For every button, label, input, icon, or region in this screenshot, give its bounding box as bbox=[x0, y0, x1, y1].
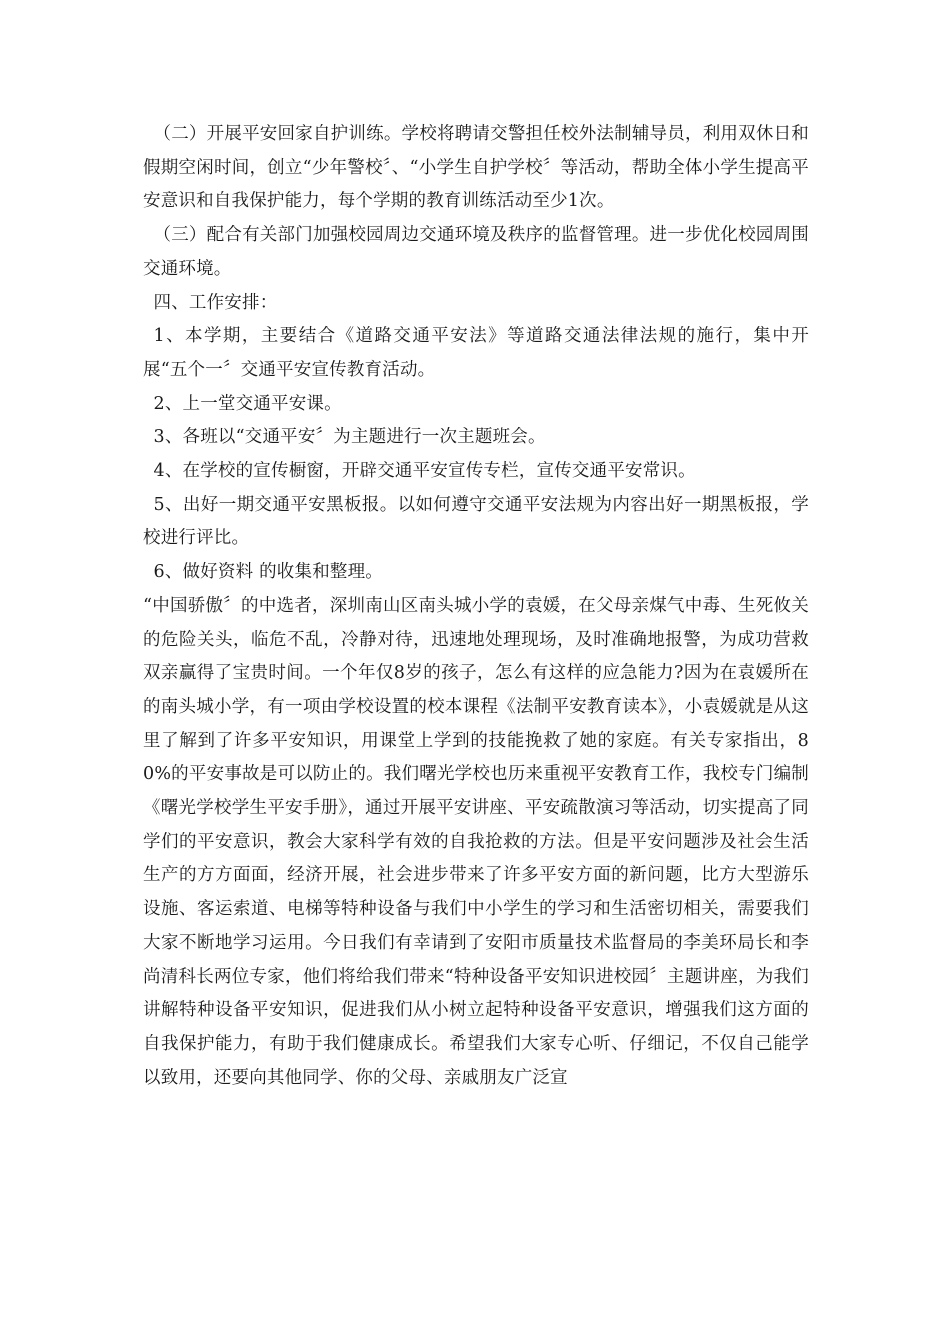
list-item-1: 1、本学期，主要结合《道路交通平安法》等道路交通法律法规的施行，集中开展“五个一〞交通平安宣传教育活动。 bbox=[143, 326, 809, 380]
list-item-6: 6、做好资料 的收集和整理。 bbox=[153, 562, 383, 583]
section-heading-work-arrangement: 四、工作安排： bbox=[153, 292, 278, 313]
list-item-4: 4、在学校的宣传橱窗，开辟交通平安宣传专栏，宣传交通平安常识。 bbox=[153, 461, 696, 482]
paragraph-self-protection-training: （二）开展平安回家自护训练。学校将聘请交警担任校外法制辅导员，利用双休日和假期空闲时间，创立“少年警校〞、“小学生自护学校〞等活动，帮助全体小学生提高平安意识和自我保护能力，每个学期的教育训练活动至少1次。 bbox=[143, 124, 809, 212]
paragraph-safety-speech: “中国骄傲〞的中选者，深圳南山区南头城小学的袁媛，在父母亲煤气中毒、生死攸关的危险关头，临危不乱，冷静对待，迅速地处理现场，及时准确地报警，为成功营救双亲赢得了宝贵时间。一个年仅8岁的孩子，怎么有这样的应急能力?因为在袁媛所在的南头城小学，有一项由学校设置的校本课程《法制平安教育读本》，小袁媛就是从这里了解到了许多平安知识，用课堂上学到的技能挽救了她的家庭。有关专家指出，80%的平安事故是可以防止的。我们曙光学校也历来重视平安教育工作，我校专门编制《曙光学校学生平安手册》，通过开展平安讲座、平安疏散演习等活动，切实提高了同学们的平安意识，教会大家科学有效的自我抢救的方法。但是平安问题涉及社会生活生产的方方面面，经济开展，社会进步带来了许多平安方面的新问题，比方大型游乐设施、客运索道、电梯等特种设备与我们中小学生的学习和生活密切相关，需要我们大家不断地学习运用。今日我们有幸请到了安阳市质量技术监督局的李美环局长和李尚清科长两位专家，他们将给我们带来“特种设备平安知识进校园〞主题讲座，为我们讲解特种设备平安知识，促进我们从小树立起特种设备平安意识，增强我们这方面的自我保护能力，有助于我们健康成长。希望我们大家专心听、仔细记，不仅自己能学以致用，还要向其他同学、你的父母、亲戚朋友广泛宣 bbox=[143, 595, 809, 1088]
document-body bbox=[143, 118, 809, 1095]
list-item-3: 3、各班以“交通平安〞为主题进行一次主题班会。 bbox=[153, 427, 546, 448]
list-item-5: 5、出好一期交通平安黑板报。以如何遵守交通平安法规为内容出好一期黑板报，学校进行评比。 bbox=[143, 494, 809, 549]
list-item-2: 2、上一堂交通平安课。 bbox=[153, 393, 342, 414]
paragraph-campus-traffic: （三）配合有关部门加强校园周边交通环境及秩序的监督管理。进一步优化校园周围交通环境。 bbox=[143, 225, 809, 279]
